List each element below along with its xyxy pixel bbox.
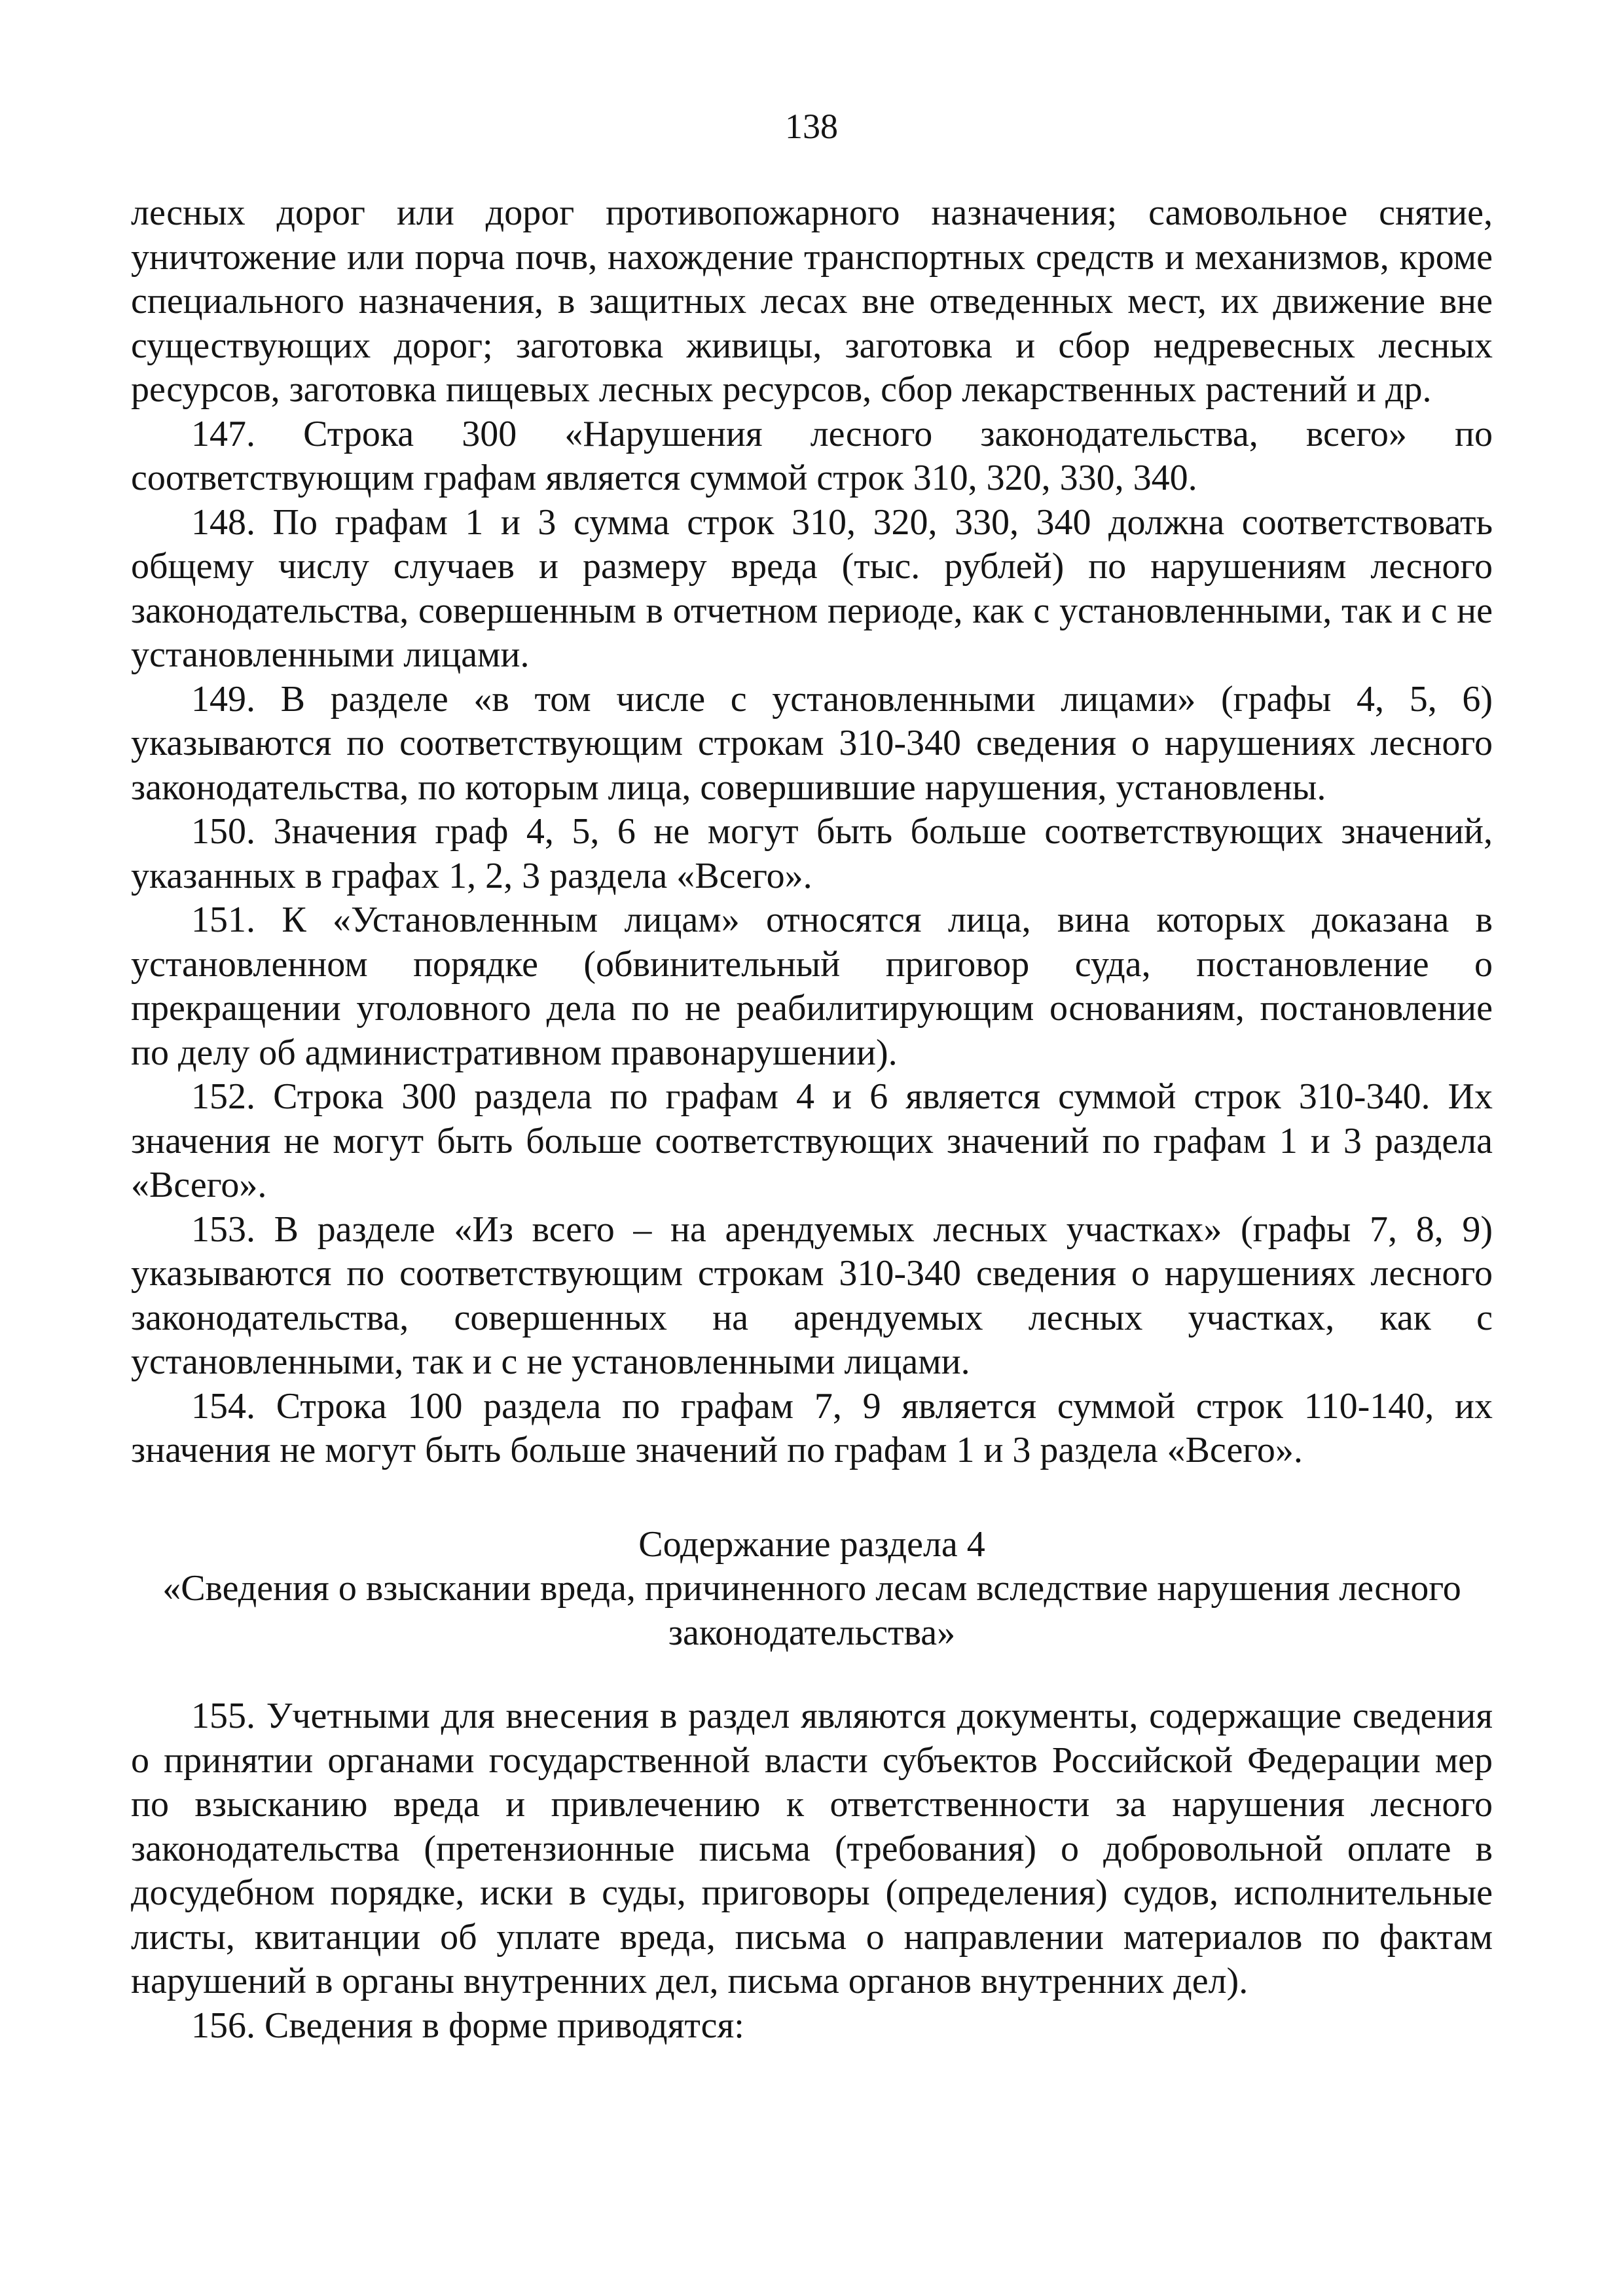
document-body bbox=[131, 191, 1493, 2048]
section-4-heading bbox=[131, 1523, 1493, 1656]
paragraph-151: 151. К «Установленным лицам» относятся лица, вина которых доказана в установленном порядке (обвинительный приговор суда, постановление о прекращении уголовного дела по не реабилитирующим основаниям, постановление по делу об административном правонарушении). bbox=[131, 900, 1493, 1073]
paragraph-155: 155. Учетными для внесения в раздел являются документы, содержащие сведения о принятии органами государственной власти субъектов Российской Федерации мер по взысканию вреда и привлечению к ответственности за нарушения лесного законодательства (претензионные письма (требования) о добровольной оплате в досудебном порядке, иски в суды, приговоры (определения) судов, исполнительные листы, квитанции об уплате вреда, письма о направлении материалов по фактам нарушений в органы внутренних дел, письма органов внутренних дел). bbox=[131, 1696, 1493, 2001]
section-4-heading-line-3: законодательства» bbox=[668, 1612, 956, 1653]
paragraph-149: 149. В разделе «в том числе с установленными лицами» (графы 4, 5, 6) указываются по соответствующим строкам 310-340 сведения о нарушениях лесного законодательства, по которым лица, совершившие нарушения, установлены. bbox=[131, 678, 1493, 808]
paragraph-continued: лесных дорог или дорог противопожарного назначения; самовольное снятие, уничтожение или порча почв, нахождение транспортных средств и механизмов, кроме специального назначения, в защитных лесах вне отведенных мест, их движение вне существующих дорог; заготовка живицы, заготовка и сбор недревесных лесных ресурсов, заготовка пищевых лесных ресурсов, сбор лекарственных растений и др. bbox=[131, 192, 1493, 410]
paragraph-148: 148. По графам 1 и 3 сумма строк 310, 320, 330, 340 должна соответствовать общему числу случаев и размеру вреда (тыс. рублей) по нарушениям лесного законодательства, совершенным в отчетном периоде, как с установленными, так и с не установленными лицами. bbox=[131, 501, 1493, 675]
paragraph-152: 152. Строка 300 раздела по графам 4 и 6 является суммой строк 310-340. Их значения не могут быть больше соответствующих значений по графам 1 и 3 раздела «Всего». bbox=[131, 1076, 1493, 1205]
paragraph-156: 156. Сведения в форме приводятся: bbox=[191, 2005, 744, 2046]
paragraph-150: 150. Значения граф 4, 5, 6 не могут быть больше соответствующих значений, указанных в графах 1, 2, 3 раздела «Всего». bbox=[131, 811, 1493, 896]
section-4-heading-line-1: Содержание раздела 4 bbox=[638, 1523, 985, 1565]
paragraph-154: 154. Строка 100 раздела по графам 7, 9 является суммой строк 110-140, их значения не могут быть больше значений по графам 1 и 3 раздела «Всего». bbox=[131, 1385, 1493, 1470]
paragraph-153: 153. В разделе «Из всего – на арендуемых лесных участках» (графы 7, 8, 9) указываются по соответствующим строкам 310-340 сведения о нарушениях лесного законодательства, совершенных на арендуемых лесных участках, как с установленными, так и с не установленными лицами. bbox=[131, 1209, 1493, 1382]
section-4-heading-line-2: «Сведения о взыскании вреда, причиненного лесам вследствие нарушения лесного bbox=[162, 1568, 1461, 1609]
page-number: 138 bbox=[785, 107, 838, 146]
paragraph-147: 147. Строка 300 «Нарушения лесного законодательства, всего» по соответствующим графам является суммой строк 310, 320, 330, 340. bbox=[131, 413, 1493, 498]
